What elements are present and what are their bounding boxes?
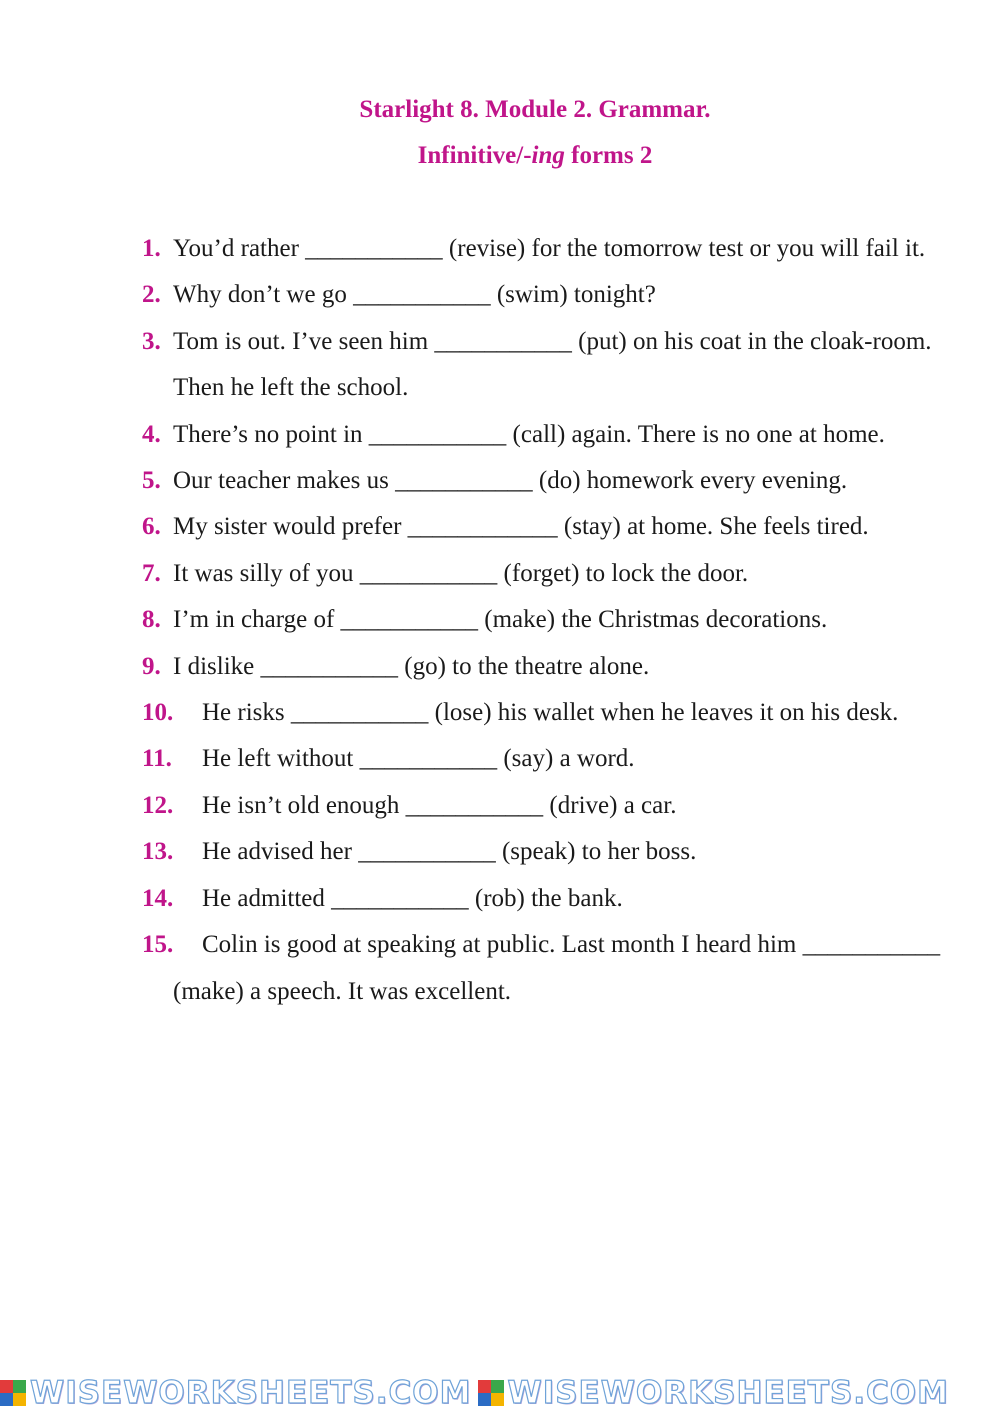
item-text: I dislike ___________ (go) to the theatre alone. — [173, 652, 650, 680]
item-number: 13. — [142, 838, 174, 866]
item-number: 7. — [142, 559, 161, 587]
item-number: 3. — [142, 327, 161, 355]
item-text: There’s no point in ___________ (call) again. There is no one at home. — [173, 420, 885, 448]
item-number: 12. — [142, 791, 174, 819]
exercise-item — [142, 504, 942, 550]
exercise-item — [142, 597, 942, 643]
watermark-text: WISEWORKSHEETS.COM — [30, 1374, 472, 1411]
item-text: Why don’t we go ___________ (swim) tonight? — [173, 281, 656, 309]
subtitle-suffix: forms 2 — [564, 142, 653, 169]
logo-green-square — [13, 1380, 26, 1393]
watermark-footer — [0, 1372, 1000, 1413]
exercise-item — [142, 876, 942, 922]
watermark — [478, 1375, 950, 1411]
wiseworksheets-logo-icon — [0, 1380, 26, 1406]
worksheet-subtitle — [0, 142, 1000, 170]
item-number: 2. — [142, 281, 161, 309]
exercise-item — [142, 458, 942, 504]
item-number: 10. — [142, 699, 174, 727]
item-number: 9. — [142, 652, 161, 680]
exercise-item — [142, 736, 942, 782]
exercise-list — [142, 226, 942, 1015]
exercise-item — [142, 226, 942, 272]
item-text: He advised her ___________ (speak) to her boss. — [202, 838, 697, 866]
exercise-item — [142, 319, 942, 412]
item-text: You’d rather ___________ (revise) for the tomorrow test or you will fail it. — [173, 235, 926, 262]
logo-red-square — [478, 1380, 491, 1393]
exercise-item — [142, 644, 942, 690]
item-text: He left without ___________ (say) a word. — [202, 745, 635, 773]
exercise-item — [142, 272, 942, 318]
logo-blue-square — [0, 1393, 13, 1406]
logo-yellow-square — [491, 1393, 504, 1406]
item-text: I’m in charge of ___________ (make) the Christmas decorations. — [173, 606, 828, 634]
item-number: 8. — [142, 606, 161, 634]
exercise-item — [142, 783, 942, 829]
item-text: Our teacher makes us ___________ (do) homework every evening. — [173, 467, 848, 495]
item-number: 1. — [142, 235, 161, 262]
item-text: Colin is good at speaking at public. Last month I heard him ___________ (make) a speech. It was excellent. — [173, 931, 941, 1005]
watermark-text: WISEWORKSHEETS.COM — [507, 1374, 949, 1411]
exercise-item — [142, 551, 942, 597]
logo-yellow-square — [13, 1393, 26, 1406]
item-text: He isn’t old enough ___________ (drive) a car. — [202, 791, 677, 819]
exercise-item — [142, 829, 942, 875]
logo-red-square — [0, 1380, 13, 1393]
item-number: 14. — [142, 884, 174, 912]
worksheet-title-text: Starlight 8. Module 2. Grammar. — [359, 96, 711, 123]
watermark — [0, 1375, 472, 1411]
item-text: He admitted ___________ (rob) the bank. — [202, 884, 623, 912]
exercise-item — [142, 690, 942, 736]
logo-blue-square — [478, 1393, 491, 1406]
item-text: It was silly of you ___________ (forget) to lock the door. — [173, 559, 749, 587]
exercise-item — [142, 412, 942, 458]
subtitle-prefix: Infinitive/- — [417, 142, 532, 169]
item-text: He risks ___________ (lose) his wallet when he leaves it on his desk. — [202, 699, 899, 727]
item-number: 4. — [142, 420, 161, 448]
item-text: My sister would prefer ____________ (stay) at home. She feels tired. — [173, 513, 869, 541]
wiseworksheets-logo-icon — [478, 1380, 504, 1406]
worksheet-title — [0, 96, 1000, 124]
item-number: 5. — [142, 467, 161, 495]
item-number: 6. — [142, 513, 161, 541]
item-text: Tom is out. I’ve seen him ___________ (put) on his coat in the cloak-room. Then he left the school. — [173, 327, 932, 402]
item-number: 11. — [142, 745, 172, 773]
logo-green-square — [491, 1380, 504, 1393]
subtitle-italic: ing — [531, 142, 565, 169]
item-number: 15. — [142, 931, 174, 959]
exercise-item — [142, 922, 942, 1015]
